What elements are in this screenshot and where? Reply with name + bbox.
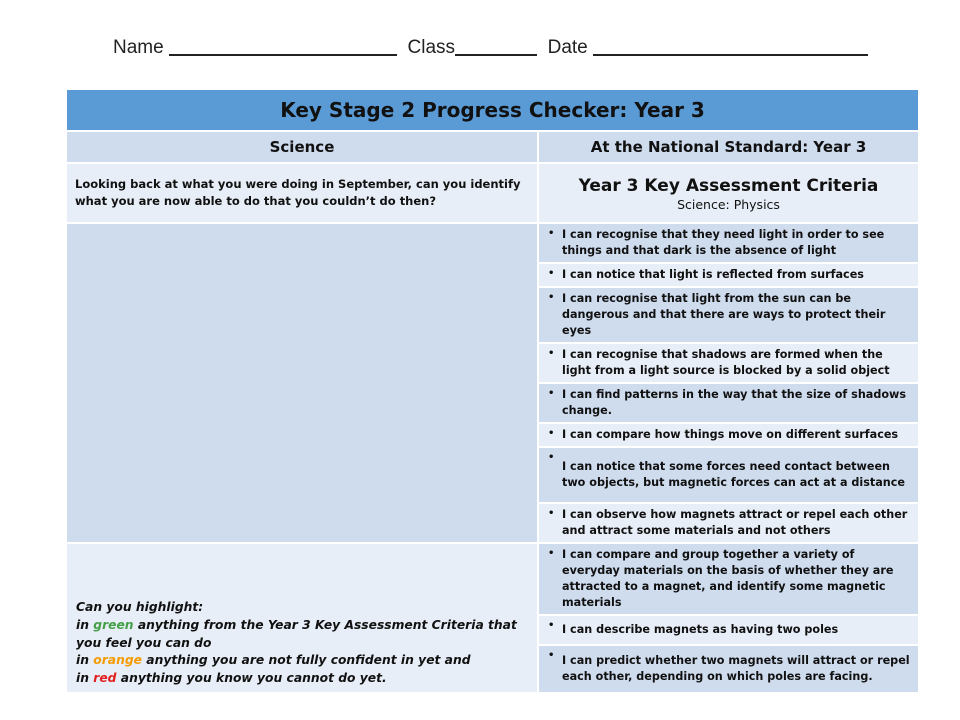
criteria-title: Year 3 Key Assessment Criteria — [578, 176, 879, 196]
bullet-icon: • — [548, 292, 555, 303]
date-label: Date — [547, 37, 588, 58]
criterion-text: I can compare and group together a variety of everyday materials on the basis of whether they are attracted to a magnet, and identify some magnetic materials — [562, 548, 894, 609]
bullet-icon: • — [548, 548, 555, 559]
criterion-text: I can recognise that shadows are formed when the light from a light source is blocked by a solid object — [562, 348, 890, 377]
criterion-text: I can recognise that light from the sun can be dangerous and that there are ways to protect their eyes — [562, 292, 886, 337]
criterion-text: I can observe how magnets attract or repel each other and attract some materials and not others — [562, 508, 908, 537]
criteria-row — [66, 223, 919, 263]
highlight-red-word: red — [93, 671, 117, 686]
criterion-text: I can describe magnets as having two poles — [562, 623, 839, 637]
student-details-line — [113, 36, 868, 59]
bullet-icon: • — [548, 228, 555, 239]
highlight-intro: Can you highlight: — [76, 599, 204, 614]
criterion-text: I can recognise that they need light in order to see things and that dark is the absence of light — [562, 228, 885, 257]
class-blank[interactable] — [455, 36, 537, 56]
bullet-icon: • — [548, 348, 555, 359]
title-row — [66, 89, 919, 131]
criterion-item — [538, 615, 919, 645]
table-title: Key Stage 2 Progress Checker: Year 3 — [66, 89, 919, 131]
criteria-subtitle: Science: Physics — [677, 197, 780, 212]
left-column-header: Science — [66, 131, 538, 163]
highlight-orange-word: orange — [93, 653, 142, 668]
criterion-item — [538, 423, 919, 447]
answer-area[interactable] — [66, 223, 538, 543]
criterion-text: I can notice that light is reflected from surfaces — [562, 268, 864, 282]
bullet-icon: • — [548, 452, 555, 463]
criterion-item — [538, 645, 919, 693]
criterion-item — [538, 223, 919, 263]
bullet-icon: • — [548, 620, 555, 631]
highlight-line-1-text: anything from the Year 3 Key Assessment Criteria that you feel you can do — [76, 617, 517, 650]
criteria-row — [66, 543, 919, 615]
bullet-icon: • — [548, 428, 555, 439]
highlight-line-1-prefix: in — [76, 617, 94, 632]
right-column-header: At the National Standard: Year 3 — [538, 131, 919, 163]
criterion-item — [538, 383, 919, 423]
bullet-icon: • — [548, 388, 555, 399]
bullet-icon: • — [548, 508, 555, 519]
criterion-item — [538, 543, 919, 615]
name-label: Name — [113, 37, 164, 58]
reflection-question: Looking back at what you were doing in September, can you identify what you are now able to do that you couldn’t do then? — [66, 163, 538, 223]
name-blank[interactable] — [169, 36, 397, 56]
bullet-icon: • — [548, 650, 555, 661]
date-blank[interactable] — [593, 36, 868, 56]
criterion-item — [538, 287, 919, 343]
criterion-text: I can find patterns in the way that the size of shadows change. — [562, 388, 907, 417]
highlight-line-2-text: anything you are not fully confident in yet and — [141, 653, 471, 668]
highlight-line-3-text: anything you know you cannot do yet. — [116, 671, 387, 686]
criterion-text: I can notice that some forces need contact between two objects, but magnetic forces can act at a distance — [562, 460, 905, 489]
question-row — [66, 163, 919, 223]
progress-checker-table — [65, 88, 920, 694]
class-label: Class — [407, 37, 456, 58]
highlight-line-3-prefix: in — [76, 671, 94, 686]
criterion-item — [538, 263, 919, 287]
criterion-text: I can predict whether two magnets will attract or repel each other, depending on which poles are facing. — [562, 654, 910, 683]
highlight-line-2-prefix: in — [76, 653, 94, 668]
column-header-row — [66, 131, 919, 163]
criterion-item — [538, 503, 919, 543]
criterion-text: I can compare how things move on different surfaces — [562, 428, 899, 442]
criterion-item — [538, 343, 919, 383]
highlight-green-word: green — [93, 617, 134, 632]
criteria-heading — [538, 163, 919, 223]
criterion-item — [538, 447, 919, 503]
bullet-icon: • — [548, 268, 555, 279]
highlight-instructions — [66, 543, 538, 693]
